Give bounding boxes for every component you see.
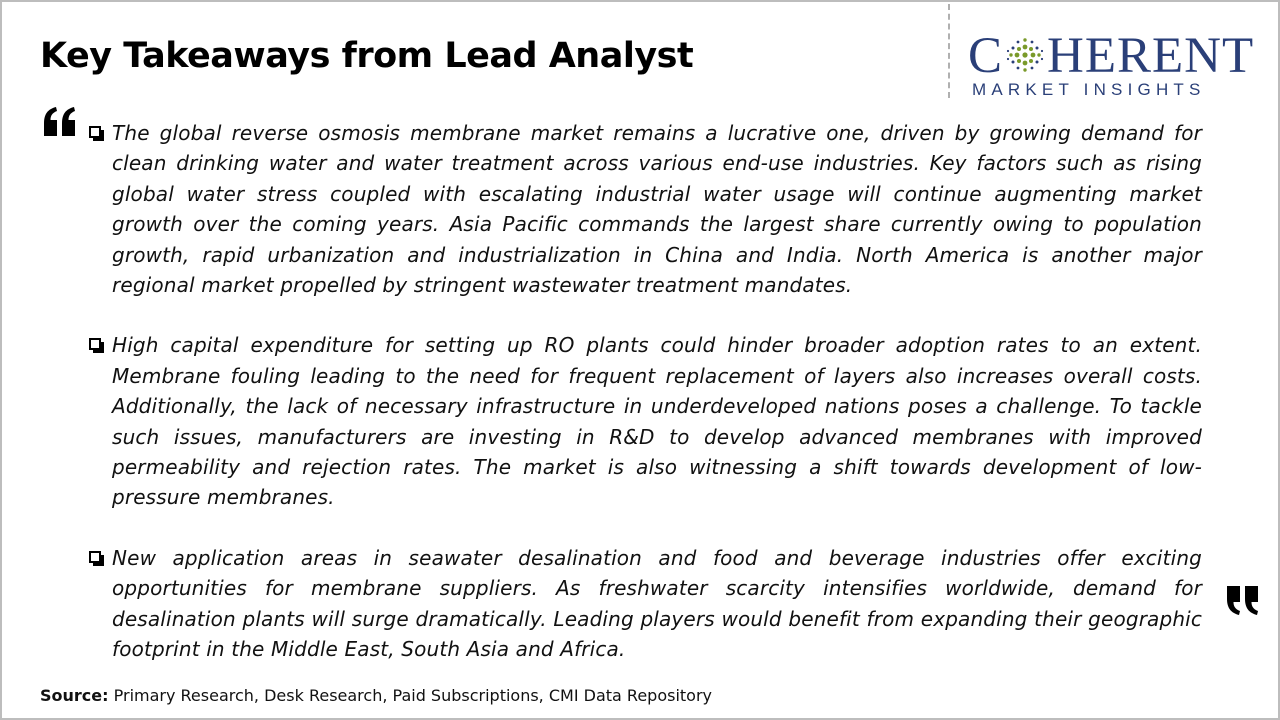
takeaway-item — [88, 543, 1202, 665]
header-divider — [948, 4, 950, 98]
close-quote-icon — [1224, 584, 1260, 616]
checkbox-bullet-icon — [89, 551, 101, 563]
globe-icon — [1003, 35, 1047, 75]
logo-wordmark — [968, 30, 1254, 82]
takeaway-text: New application areas in seawater desalination and food and beverage industries offer exciting opportunities for membrane suppliers. As freshwater scarcity intensifies worldwide, demand for desalination plants will surge dramatically. Leading players would benefit from expanding their geographic footprint in the Middle East, South Asia and Africa. — [112, 545, 1202, 662]
takeaway-item — [88, 330, 1202, 512]
takeaway-item — [88, 118, 1202, 300]
logo-tagline: MARKET INSIGHTS — [972, 80, 1206, 99]
source-text: Primary Research, Desk Research, Paid Subscriptions, CMI Data Repository — [108, 686, 712, 705]
takeaways-list — [88, 118, 1202, 665]
company-logo — [968, 30, 1264, 100]
takeaway-text: High capital expenditure for setting up RO plants could hinder broader adoption rates to an extent. Membrane fouling leading to the need for frequent replacement of layers also increases overall costs. Additionally, the lack of necessary infrastructure in underdeveloped nations poses a challenge. To tackle such issues, manufacturers are investing in R&D to develop advanced membranes with improved permeability and rejection rates. The market is also witnessing a shift towards development of low-pressure membranes. — [112, 333, 1202, 510]
logo-letters-herent: HERENT — [1047, 28, 1255, 84]
checkbox-bullet-icon — [89, 338, 101, 350]
open-quote-icon — [42, 106, 78, 138]
logo-letter-c: C — [968, 28, 1004, 84]
checkbox-bullet-icon — [89, 126, 101, 138]
source-note — [40, 686, 712, 705]
source-label: Source: — [40, 686, 109, 705]
page-title: Key Takeaways from Lead Analyst — [40, 36, 694, 76]
takeaway-text: The global reverse osmosis membrane market remains a lucrative one, driven by growing demand for clean drinking water and water treatment across various end-use industries. Key factors such as rising global water stress coupled with escalating industrial water usage will continue augmenting market growth over the coming years. Asia Pacific commands the largest share currently owing to population growth, rapid urbanization and industrialization in China and India. North America is another major regional market propelled by stringent wastewater treatment mandates. — [112, 121, 1202, 298]
